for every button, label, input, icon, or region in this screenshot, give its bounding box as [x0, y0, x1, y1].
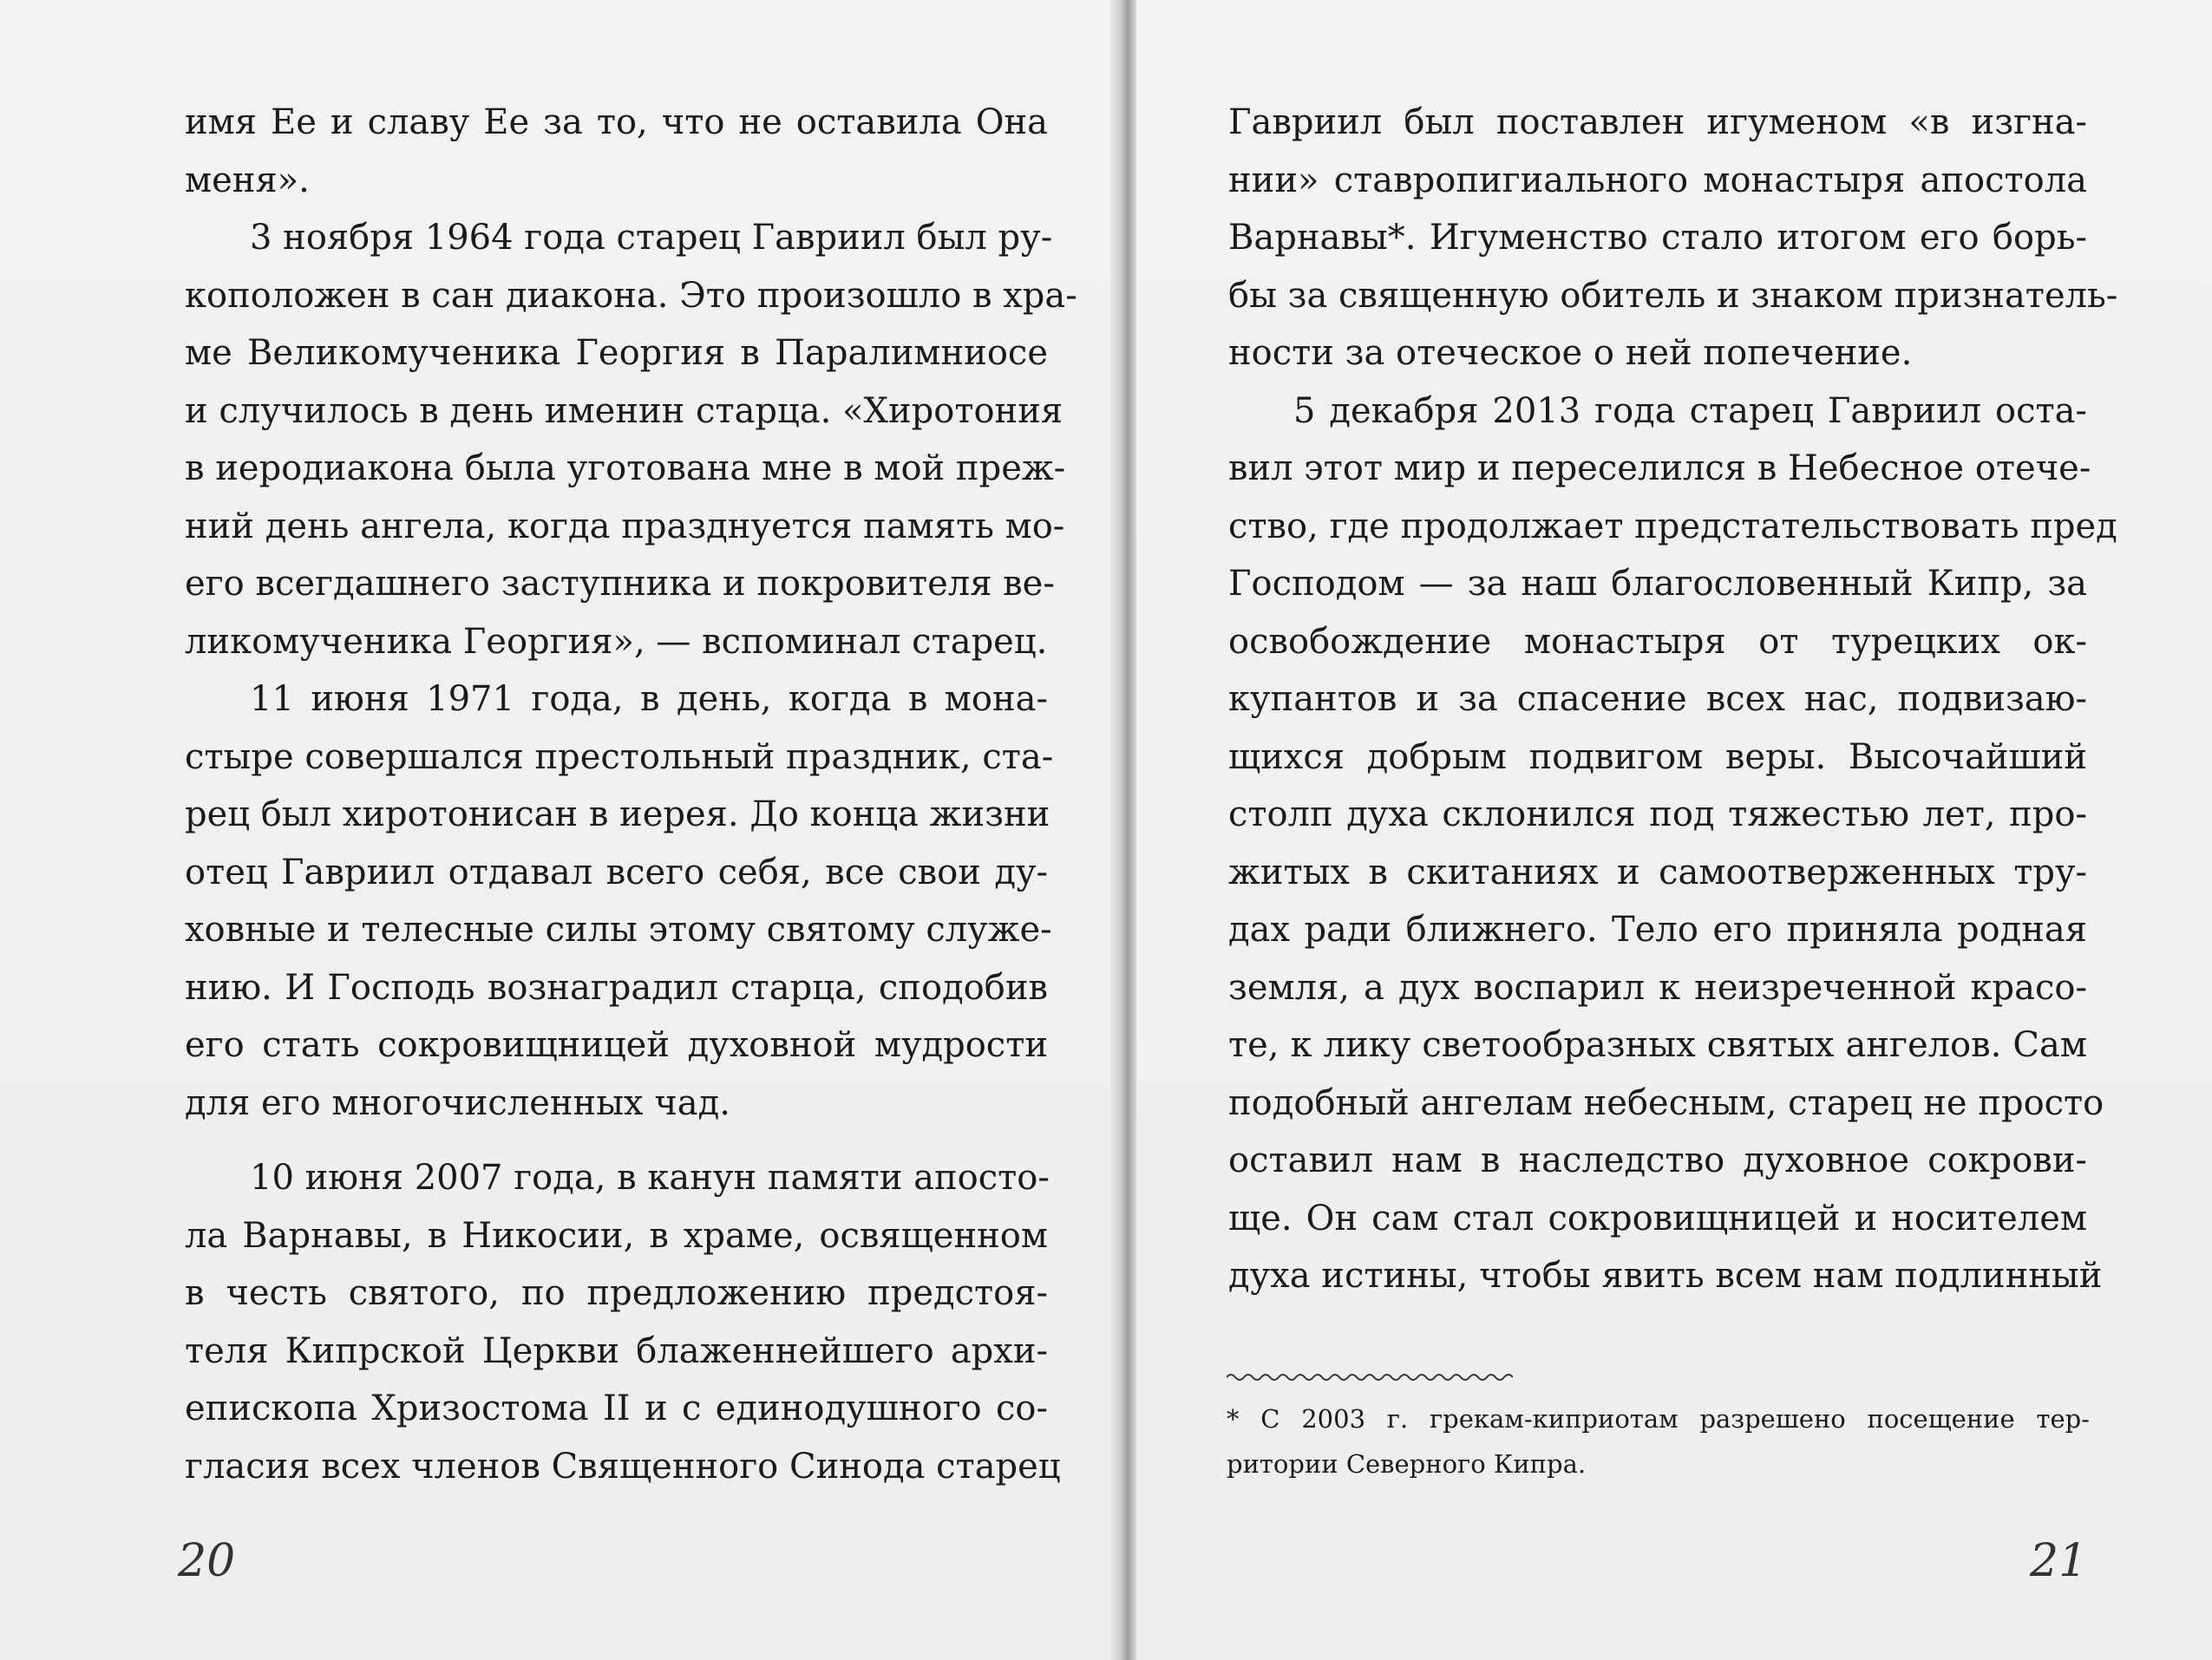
- text-line: для его многочисленных чад.: [185, 1082, 730, 1123]
- text-line: нии» ставропигиального монастыря апостола: [1228, 160, 2087, 200]
- text-line: дах ради ближнего. Тело его приняла родная: [1228, 910, 2087, 950]
- text-line: имя Ее и славу Ее за то, что не оставила Она: [185, 102, 1048, 142]
- page-number-left: 20: [178, 1535, 236, 1587]
- text-line: отец Гавриил отдавал всего себя, все свои ду-: [185, 852, 1048, 892]
- footnote-line: * С 2003 г. грекам-киприотам разрешено посещение тер-: [1227, 1404, 2090, 1434]
- text-line: в иеродиакона была уготована мне в мой преж-: [185, 448, 1066, 488]
- text-line: нию. И Господь вознаградил старца, сподобив: [185, 967, 1048, 1008]
- text-line: ла Варнавы, в Никосии, в храме, освященном: [185, 1215, 1048, 1256]
- text-line: ще. Он сам стал сокровищницей и носителем: [1228, 1198, 2087, 1238]
- text-line: 3 ноября 1964 года старец Гавриил был ру-: [250, 218, 1053, 258]
- text-line: епископа Хризостома II и с единодушного со-: [185, 1389, 1048, 1428]
- text-line: ство, где продолжает предстательствовать пред: [1228, 506, 2117, 546]
- text-line: и случилось в день именин старца. «Хиротония: [185, 390, 1063, 431]
- text-line: щихся добрым подвигом веры. Высочайший: [1228, 736, 2087, 777]
- text-line: гласия всех членов Священного Синода старец: [185, 1446, 1061, 1487]
- text-line: житых в скитаниях и самоотверженных тру-: [1228, 852, 2087, 892]
- text-line: теля Кипрской Церкви блаженнейшего архи-: [185, 1330, 1048, 1371]
- text-line: в честь святого, по предложению предстоя-: [185, 1273, 1048, 1313]
- right-page-text: [1228, 94, 2118, 1305]
- footnote: [1227, 1396, 2090, 1487]
- text-line: ликомученика Георгия», — вспоминал старец.: [185, 621, 1048, 662]
- text-line: рец был хиротонисан в иерея. До конца жизни: [185, 794, 1050, 834]
- text-line: подобный ангелам небесным, старец не просто: [1228, 1082, 2104, 1123]
- text-line: духа истины, чтобы явить всем нам подлинный: [1228, 1256, 2103, 1296]
- text-line: бы за священную обитель и знаком признатель-: [1228, 275, 2118, 316]
- text-line: столп духа склонился под тяжестью лет, про-: [1228, 794, 2087, 834]
- text-line: земля, а дух воспарил к неизреченной красо-: [1228, 967, 2087, 1008]
- text-line: его стать сокровищницей духовной мудрости: [185, 1025, 1048, 1065]
- text-line: Варнавы*. Игуменство стало итогом его борь-: [1228, 218, 2087, 258]
- text-line: ховные и телесные силы этому святому служе-: [185, 910, 1052, 950]
- left-page-text: [185, 94, 1077, 1495]
- text-line: ности за отеческое о ней попечение.: [1228, 333, 1913, 373]
- page-number-right: 21: [2030, 1535, 2088, 1587]
- text-line: 5 декабря 2013 года старец Гавриил оста-: [1293, 390, 2087, 431]
- text-line: 11 июня 1971 года, в день, когда в мона-: [250, 679, 1048, 719]
- text-line: Гавриил был поставлен игуменом «в изгна-: [1228, 102, 2087, 142]
- text-line: меня».: [185, 160, 310, 200]
- text-line: ний день ангела, когда празднуется память мо-: [185, 506, 1065, 546]
- footnote-separator: [1227, 1370, 1513, 1384]
- footnote-line: ритории Северного Кипра.: [1227, 1449, 1587, 1479]
- text-line: ме Великомученика Георгия в Паралимниосе: [185, 333, 1048, 373]
- text-line: вил этот мир и переселился в Небесное отече-: [1228, 448, 2091, 488]
- text-line: те, к лику светообразных святых ангелов. Сам: [1228, 1025, 2087, 1065]
- text-line: Господом — за наш благословенный Кипр, за: [1228, 564, 2087, 604]
- text-line: коположен в сан диакона. Это произошло в хра-: [185, 275, 1077, 316]
- text-line: его всегдашнего заступника и покровителя ве-: [185, 564, 1055, 604]
- text-line: стыре совершался престольный праздник, ста-: [185, 736, 1054, 777]
- text-line: освобождение монастыря от турецких ок-: [1228, 621, 2087, 662]
- text-line: купантов и за спасение всех нас, подвизаю-: [1228, 679, 2087, 719]
- text-line: 10 июня 2007 года, в канун памяти aпосто-: [250, 1158, 1050, 1198]
- text-line: оставил нам в наследство духовное сокрови-: [1228, 1140, 2087, 1180]
